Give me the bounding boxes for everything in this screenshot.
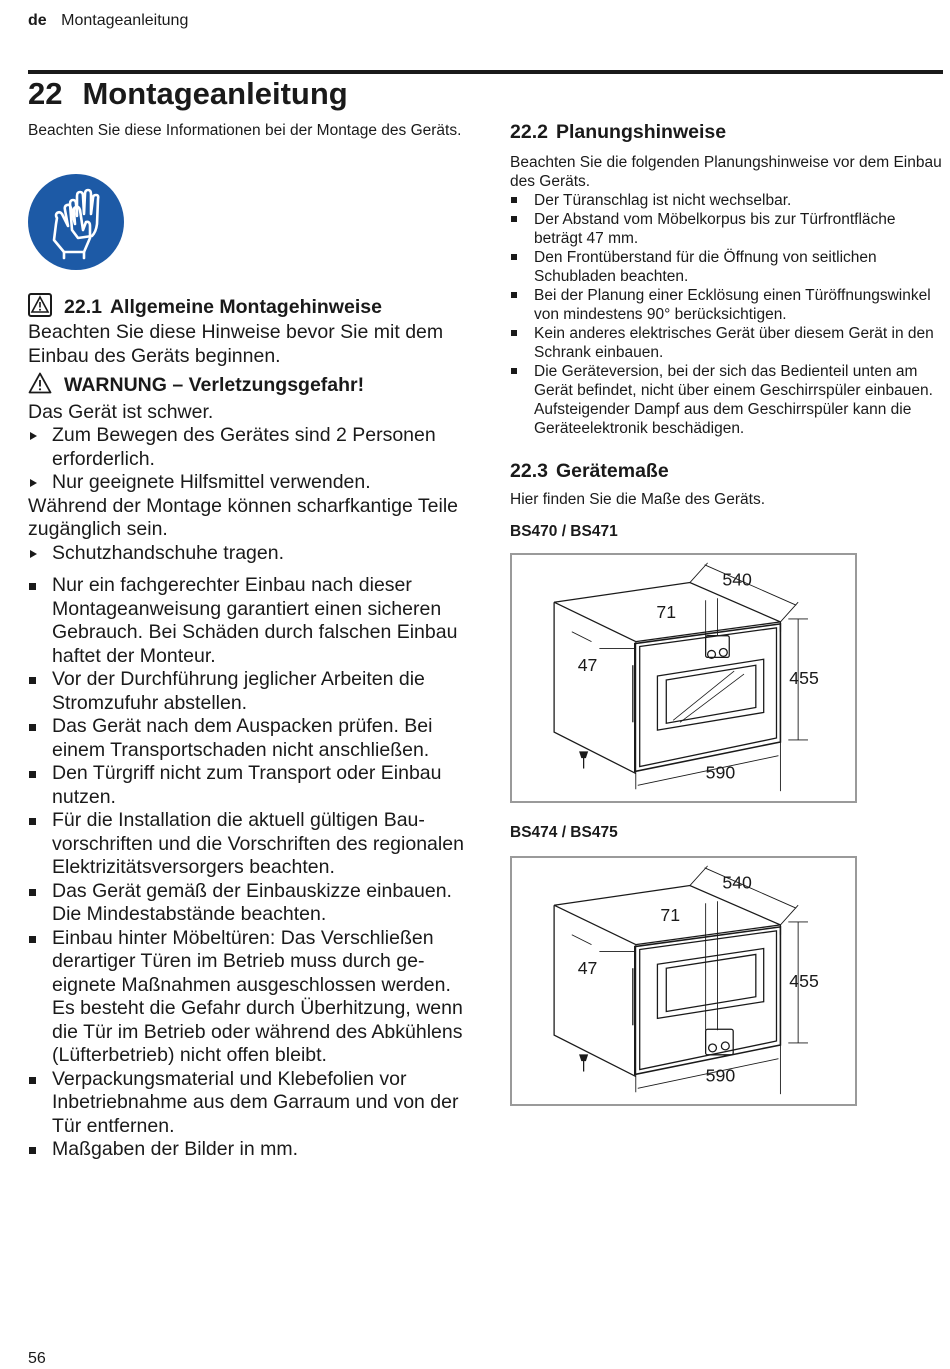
header-rule [28,70,943,74]
list-item: Das Gerät gemäß der Einbauskizze einbauen. Die Mindestabstände beachten. [28,880,468,927]
chapter-title-text: Montageanleitung [82,76,348,111]
warning-text-1: Das Gerät ist schwer. [28,400,214,423]
dim-front-offset: 47 [577,958,598,979]
intro-text: Beachten Sie diese Informationen bei der Montage des Geräts. [28,122,462,139]
left-column [28,121,468,1162]
list-item: Nur ein fachgerechter Einbau nach dieser Montageanweisung garantiert einen sicheren Gebrauch. Bei Schäden durch falschen Einbau haftet der Monteur. [28,574,468,668]
figure-label-2: BS474 / BS475 [510,824,618,841]
list-item: Den Türgriff nicht zum Transport oder Einbau nutzen. [28,762,468,809]
dim-depth: 71 [660,904,681,925]
list-item: Bei der Planung einer Ecklösung einen Türöffnungswinkel von mindestens 90° berücksichtigen. [510,286,945,324]
dim-front-offset: 47 [577,655,598,676]
dim-front-width: 590 [705,1065,736,1086]
oven-sketch-controls-top [512,555,855,801]
list-item: Vor der Durchführung jeglicher Arbeiten die Stromzufuhr abstellen. [28,668,468,715]
section-number: 22.2 [510,121,548,143]
list-item: Der Türanschlag ist nicht wechselbar. [510,191,945,210]
dim-depth: 71 [656,601,677,622]
section-22-2-heading [510,121,945,144]
dim-front-width: 590 [705,762,736,783]
list-item: Den Frontüberstand für die Öffnung von seitlichen Schubladen beachten. [510,248,945,286]
warning-step: Schutzhandschuhe tragen. [28,542,468,566]
section-22-2-lead: Beachten Sie die folgenden Planungshinweise vor dem Einbau des Geräts. [510,154,942,190]
warning-box-icon [28,293,52,317]
list-item: Verpackungsmaterial und Klebefolien vor Inbetriebnahme aus dem Garraum und von der Tür entfernen. [28,1068,468,1139]
language-code: de [28,12,47,29]
section-22-1-heading [28,293,468,319]
dimension-drawing-1 [510,553,857,803]
list-item: Einbau hinter Möbeltüren: Das Verschließen derartiger Türen im Betrieb muss durch geeignete Maßnahmen ausgeschlossen werden. Es besteht die Gefahr durch Überhitzung, wenn die Tür im Betrieb oder während des Abkühlens (Lüfterbetrieb) nicht offen bleibt. [28,927,468,1068]
page-number: 56 [28,1350,46,1367]
right-column [510,121,945,541]
chapter-number: 22 [28,76,63,111]
protective-gloves-icon [28,174,124,270]
chapter-title [28,76,348,112]
warning-title: WARNUNG – Verletzungsgefahr! [64,374,365,396]
section-22-3-heading [510,460,945,483]
list-item: Für die Installation die aktuell gültigen Bauvorschriften und die Vorschriften des regionalen Elektrizitätsversorgers beachten. [28,809,468,880]
section-number: 22.1 [64,296,102,318]
figure-label-1: BS470 / BS471 [510,523,618,540]
list-item: Das Gerät nach dem Auspacken prüfen. Bei einem Transportschaden nicht anschließen. [28,715,468,762]
section-22-3-lead: Hier finden Sie die Maße des Geräts. [510,491,766,508]
planning-notes-list [510,191,945,438]
dim-height: 455 [789,970,819,991]
mounting-notes-list [28,574,468,1162]
warning-triangle-icon [28,372,52,401]
dimension-drawing-2 [510,856,857,1106]
page-header [28,12,188,30]
dim-height: 455 [789,667,819,688]
warning-heading [28,372,468,401]
section-22-1-lead: Beachten Sie diese Hinweise bevor Sie mit dem Einbau des Geräts beginnen. [28,321,444,367]
list-item: Kein anderes elektrisches Gerät über diesem Gerät in den Schrank einbauen. [510,324,945,362]
warning-text-2: Während der Montage können scharfkantige Teile zugänglich sein. [28,494,458,540]
section-title: Gerätemaße [555,460,669,482]
oven-sketch-controls-bottom [512,858,855,1104]
warning-step: Nur geeignete Hilfsmittel verwenden. [28,471,468,495]
section-title: Planungshinweise [555,121,727,143]
header-title: Montageanleitung [61,12,189,29]
list-item: Maßgaben der Bilder in mm. [28,1138,468,1162]
dim-width: 540 [722,569,752,590]
warning-step: Zum Bewegen des Gerätes sind 2 Personen erforderlich. [28,424,468,471]
list-item: Die Geräteversion, bei der sich das Bedienteil unten am Gerät befindet, nicht über einem Geschirrspüler einbauen. Aufsteigender Dampf aus dem Geschirrspüler kann die Geräteelektronik beschädigen. [510,362,945,438]
section-number: 22.3 [510,460,548,482]
section-title: Allgemeine Montagehinweise [109,296,382,318]
list-item: Der Abstand vom Möbelkorpus bis zur Türfrontfläche beträgt 47 mm. [510,210,945,248]
dim-width: 540 [722,872,752,893]
